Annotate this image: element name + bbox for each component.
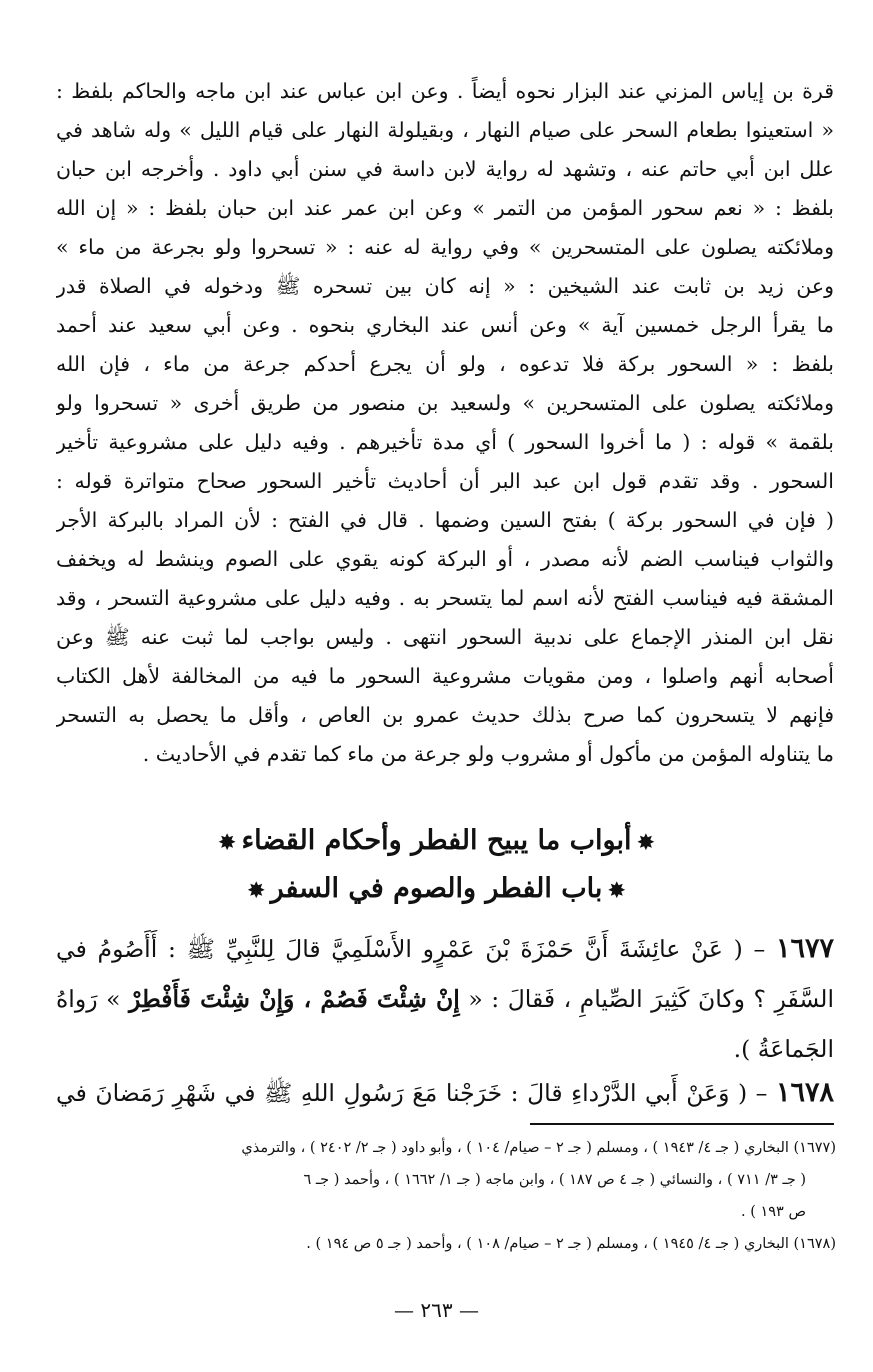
star-ornament-icon: ✸ <box>637 829 655 854</box>
hadith-text: » رَواهُ <box>56 985 121 1013</box>
text-line: والثواب فيناسب الضم لأنه مصدر ، أو البركة كونه يقوي على الصوم وينشط له ويخفف <box>56 547 834 571</box>
hadith-line: الجَماعَةُ ). <box>733 1035 834 1063</box>
footnote-line: (١٦٧٧) البخاري ( جـ ٤/ ١٩٤٣ ) ، ومسلم ( جـ ٢ – صيام/ ١٠٤ ) ، وأبو داود ( جـ ٢/ ٢٤٠٢ ) ، والترمذي <box>241 1140 836 1156</box>
text-line: نقل ابن المنذر الإجماع على ندبية السحور انتهى . وليس بواجب لما ثبت عنه ﷺ وعن <box>56 625 834 649</box>
text-line: قرة بن إياس المزني عند البزار نحوه أيضاً . وعن ابن عباس عند ابن ماجه والحاكم بلفظ : <box>56 79 834 103</box>
text-line: بلفظ : « نعم سحور المؤمن من التمر » وعن ابن عمر عند ابن حبان بلفظ : « إن الله <box>56 196 834 220</box>
hadith-number: ١٦٧٧ <box>775 933 834 964</box>
text-line: وعن زيد بن ثابت عند الشيخين : « إنه كان بين تسحره ﷺ ودخوله في الصلاة قدر <box>56 274 834 298</box>
hadith-line <box>56 924 834 974</box>
hadith-text: – ( عَنْ عائِشَةَ أَنَّ حَمْزَةَ بْنَ عَمْرٍو الأَسْلَمِيَّ قالَ لِلنَّبِيِّ ﷺ : أَأَصُومُ في <box>56 935 766 963</box>
text-line: « استعينوا بطعام السحر على صيام النهار ، وبقيلولة النهار على قيام الليل » وله شاهد في <box>56 118 834 142</box>
text-line: السحور . وقد تقدم قول ابن عبد البر أن أحاديث تأخير السحور صحاح متواترة قوله : <box>56 469 834 493</box>
footnote-divider <box>530 1123 834 1125</box>
footnotes <box>36 1132 836 1260</box>
hadith-line <box>56 974 834 1024</box>
hadith-1678 <box>56 1068 834 1118</box>
chapter-heading <box>0 866 873 912</box>
hadith-text: السَّفَرِ ؟ وكانَ كَثِيرَ الصِّيامِ ، فَقالَ : « <box>468 985 834 1013</box>
text-line: المشقة فيه فيناسب الفتح لأنه اسم لما يتسحر به . وفيه دليل على مشروعية التسحر ، وقد <box>56 586 834 610</box>
footnote-line: (١٦٧٨) البخاري ( جـ ٤/ ١٩٤٥ ) ، ومسلم ( جـ ٢ – صيام/ ١٠٨ ) ، وأحمد ( جـ ٥ ص ١٩٤ ) . <box>306 1236 836 1252</box>
hadith-1677 <box>56 924 834 1074</box>
text-line: ما يقرأ الرجل خمسين آية » وعن أنس عند البخاري بنحوه . وعن أبي سعيد عند أحمد <box>56 313 834 337</box>
hadith-number: ١٦٧٨ <box>775 1077 834 1108</box>
text-line: أصحابه أنهم واصلوا ، ومن مقويات مشروعية السحور ما فيه من المخالفة لأهل الكتاب <box>56 664 834 688</box>
section-heading <box>0 818 873 864</box>
chapter-heading-text: باب الفطر والصوم في السفر <box>270 873 603 904</box>
text-line: ( فإن في السحور بركة ) بفتح السين وضمها . قال في الفتح : لأن المراد بالبركة الأجر <box>56 508 834 532</box>
text-line: وملائكته يصلون على المتسحرين » ولسعيد بن منصور من طريق أخرى « تسحروا ولو <box>56 391 834 415</box>
hadith-text: – ( وَعَنْ أَبي الدَّرْداءِ قالَ : خَرَجْنا مَعَ رَسُولِ اللهِ ﷺ في شَهْرِ رَمَضانَ في <box>56 1079 768 1107</box>
hadith-quote: إِنْ شِئْتَ فَصُمْ ، وَإِنْ شِئْتَ فَأَفْطِرْ <box>129 985 460 1013</box>
section-heading-text: أبواب ما يبيح الفطر وأحكام القضاء <box>241 825 632 856</box>
star-ornament-icon: ✸ <box>218 829 236 854</box>
text-line: بلقمة » قوله : ( ما أخروا السحور ) أي مدة تأخيرهم . وفيه دليل على مشروعية تأخير <box>56 430 834 454</box>
commentary-text <box>56 72 834 774</box>
star-ornament-icon: ✸ <box>608 877 626 902</box>
page-number: — ٢٦٣ — <box>394 1298 479 1322</box>
text-line: علل ابن أبي حاتم عنه ، وتشهد له رواية لابن داسة في سنن أبي داود . وأخرجه ابن حبان <box>56 157 834 181</box>
footnote-line: ص ١٩٣ ) . <box>741 1204 806 1220</box>
text-line: بلفظ : « السحور بركة فلا تدعوه ، ولو أن يجرع أحدكم جرعة من ماء ، فإن الله <box>56 352 834 376</box>
star-ornament-icon: ✸ <box>247 877 265 902</box>
text-line: ما يتناوله المؤمن من مأكول أو مشروب ولو جرعة من ماء كما تقدم في الأحاديث . <box>142 742 834 766</box>
text-line: فإنهم لا يتسحرون كما صرح بذلك حديث عمرو بن العاص ، وأقل ما يحصل به التسحر <box>56 703 834 727</box>
text-line: وملائكته يصلون على المتسحرين » وفي رواية له عنه : « تسحروا ولو بجرعة من ماء » <box>56 235 834 259</box>
footnote-line: ( جـ ٣/ ٧١١ ) ، والنسائي ( جـ ٤ ص ١٨٧ ) ، وابن ماجه ( جـ ١/ ١٦٦٢ ) ، وأحمد ( جـ ٦ <box>303 1172 806 1188</box>
